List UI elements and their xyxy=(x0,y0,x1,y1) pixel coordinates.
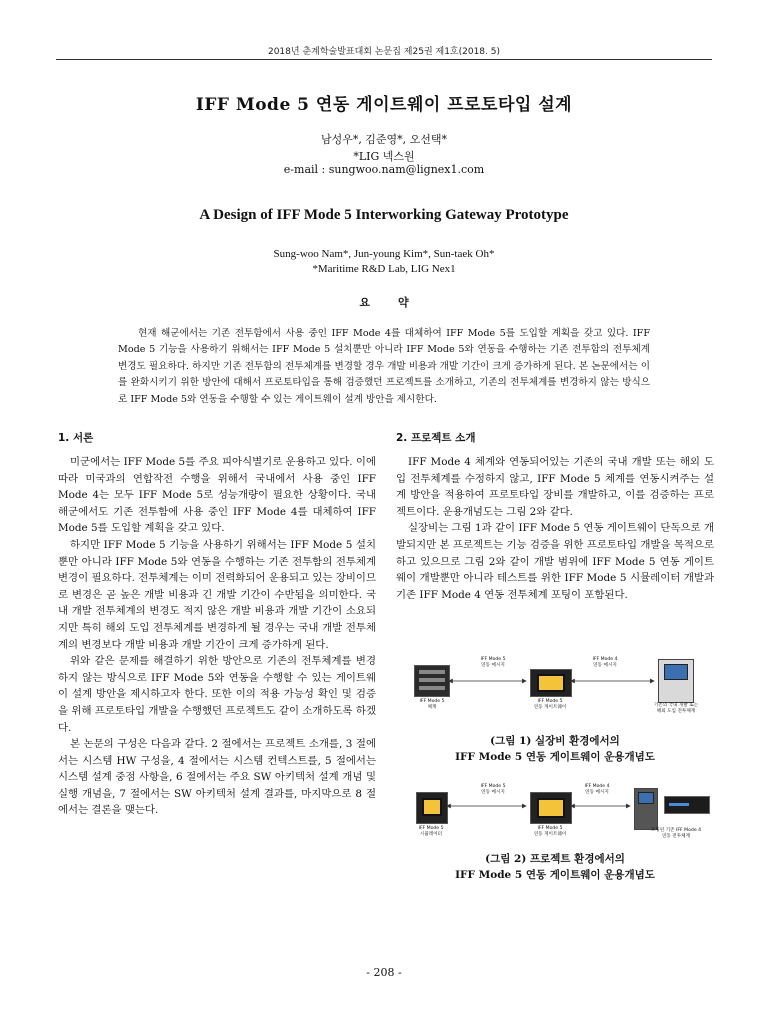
figure-2-node-left-label: IFF Mode 5 시뮬레이터 xyxy=(418,826,444,837)
authors-english: Sung-woo Nam*, Jun-young Kim*, Sun-taek Oh* xyxy=(273,248,495,260)
figure-2-caption-line-2: IFF Mode 5 연동 게이트웨이 운용개념도 xyxy=(455,869,655,881)
figure-2-node-center-label: IFF Mode 5 연동 게이트웨이 xyxy=(533,826,567,837)
figure-1-caption-line-1: (그림 1) 실장비 환경에서의 xyxy=(490,735,620,747)
figure-2-diagram xyxy=(396,782,714,852)
abstract-heading: 요약 xyxy=(359,296,437,309)
left-column xyxy=(58,430,376,819)
figure-1-caption-line-2: IFF Mode 5 연동 게이트웨이 운용개념도 xyxy=(455,751,655,763)
running-head: 2018년 춘계학술발표대회 논문집 제25권 제1호(2018. 5) xyxy=(267,47,500,57)
figure-1-link-left-label: IFF Mode 5 연동 메시지 xyxy=(480,657,506,668)
section-1-paragraph: 본 논문의 구성은 다음과 같다. 2 절에서는 프로젝트 소개를, 3 절에서는 시스템 HW 구성을, 4 절에서는 시스템 컨텍스트를, 5 절에서는 시스템 설계 중점 사항을, 6 절에서는 주요 SW 아키텍처 설계 개념 및 실행 개념을, 7 절에서는 SW 아키텍처 설계 결과를, 마지막으로 8 절에서는 결론을 맺는다. xyxy=(58,738,376,817)
figure-2-caption xyxy=(396,851,714,883)
authors-korean: 남성우*, 김준영*, 오선택* xyxy=(320,133,448,146)
figure-1-node-right-label: 기존의 국내 개발 또는 해외 도입 전투체계 xyxy=(653,703,699,714)
figure-1-diagram xyxy=(396,655,714,725)
section-2-paragraph: 실장비는 그림 1과 같이 IFF Mode 5 연동 게이트웨이 단독으로 개발되지만 본 프로젝트는 기능 검증을 위한 프로토타입 개발을 목적으로 하고 있으므로 그림 2와 같이 개발 범위에 IFF Mode 5 연동 게이트웨이 개발뿐만 아니라 테스트를 위한 IFF Mode 5 시뮬레이터 개발과 기존 IFF Mode 4 연동 전투체계 포팅이 포함된다. xyxy=(396,522,714,601)
affiliation-korean: *LIG 넥스원 xyxy=(353,150,415,163)
section-1-paragraph: 위와 같은 문제를 해결하기 위한 방안으로 기존의 전투체계를 변경하지 않는 방식으로 IFF Mode 5와 연동을 수행할 수 있는 게이트웨이 설계 방안을 제시하고자 한다. 또한 이의 적용 가능성 확인 및 검증을 위해 프로토타입 개발을 수행했던 프로젝트도 같이 소개하도록 하겠다. xyxy=(58,655,376,734)
figure-1-node-center-label: IFF Mode 5 연동 게이트웨이 xyxy=(533,699,567,710)
title-english: A Design of IFF Mode 5 Interworking Gateway Prototype xyxy=(199,207,569,223)
title-korean: IFF Mode 5 연동 게이트웨이 프로토타입 설계 xyxy=(195,95,573,115)
section-1-paragraph: 하지만 IFF Mode 5 기능을 사용하기 위해서는 IFF Mode 5 설치뿐만 아니라 IFF Mode 5와 연동을 수행하는 기존 전투함의 전투체계 변경이 필요하다. 전투체계는 이미 전력화되어 운용되고 있는 장비이므로 변경은 곧 높은 개발 비용과 긴 개발 기간이 수반됨을 의미한다. 국내 개발 전투체계의 변경도 적지 않은 개발 비용과 개발 기간이 소요되지만 특히 해외 도입 전투체계를 변경하게 될 경우는 국내 개발 전투체계의 변경보다 개발 비용과 개발 기간이 크게 증가하게 된다. xyxy=(58,538,376,651)
page-number: - 208 - xyxy=(366,966,402,979)
section-1-heading: 1. 서론 xyxy=(58,432,94,444)
figure-1-link-right-label: IFF Mode 4 연동 메시지 xyxy=(592,657,618,668)
figure-1-node-left-label: IFF Mode 5 체계 xyxy=(419,699,445,710)
figure-1-arrows xyxy=(396,655,714,725)
figure-2-caption-line-1: (그림 2) 프로젝트 환경에서의 xyxy=(485,853,625,865)
header-rule xyxy=(56,59,712,60)
right-column xyxy=(396,430,714,603)
figure-2-link-right-label: IFF Mode 4 연동 메시지 xyxy=(584,784,610,795)
figure-2-link-left-label: IFF Mode 5 연동 메시지 xyxy=(480,784,506,795)
figure-1-caption xyxy=(396,733,714,765)
section-1-paragraph: 미군에서는 IFF Mode 5를 주요 피아식별기로 운용하고 있다. 이에 따라 미국과의 연합작전 수행을 위해서 국내에서 사용 중인 IFF Mode 4는 모두 IFF Mode 5로 성능개량이 필요한 상황이다. 국내 해군에서도 기존 전투함에 사용 중인 IFF Mode 4를 대체하여 IFF Mode 5를 도입할 계획을 갖고 있다. xyxy=(58,456,376,535)
section-2-heading: 2. 프로젝트 소개 xyxy=(396,432,476,444)
author-email: e-mail : sungwoo.nam@lignex1.com xyxy=(283,163,485,176)
figure-2-arrows xyxy=(396,782,714,852)
abstract-text: 현재 해군에서는 기존 전투함에서 사용 중인 IFF Mode 4를 대체하여 IFF Mode 5를 도입할 계획을 갖고 있다. IFF Mode 5 기능을 사용하기 위해서는 IFF Mode 5 설치뿐만 아니라 IFF Mode 5와 연동을 수행하는 기존 전투함의 전투체계 변경도 필요하다. 하지만 기존 전투함의 전투체계를 변경할 경우 개발 비용과 개발 기간이 크게 증가하게 된다. 본 논문에서는 이를 완화시키기 위한 방안에 대해서 프로토타입을 통해 검증했던 프로젝트를 소개하고, 기존의 전투체계를 변경하지 않는 방식으로 IFF Mode 5와 연동을 수행할 수 있는 게이트웨이 설계 방안을 제시한다. xyxy=(118,327,650,405)
affiliation-english: *Maritime R&D Lab, LIG Nex1 xyxy=(312,263,456,275)
section-2-paragraph: IFF Mode 4 체계와 연동되어있는 기존의 국내 개발 또는 해외 도입 전투체계를 수정하지 않고, IFF Mode 5 체계를 연동시켜주는 설계 방안을 적용하여 프로토타입 장비를 개발하고, 이를 검증하는 프로젝트이다. 운용개념도는 그림 2와 같다. xyxy=(396,456,714,518)
figure-2-node-right-label: 포팅된 기존 IFF Mode 4 연동 전투체계 xyxy=(650,828,702,839)
